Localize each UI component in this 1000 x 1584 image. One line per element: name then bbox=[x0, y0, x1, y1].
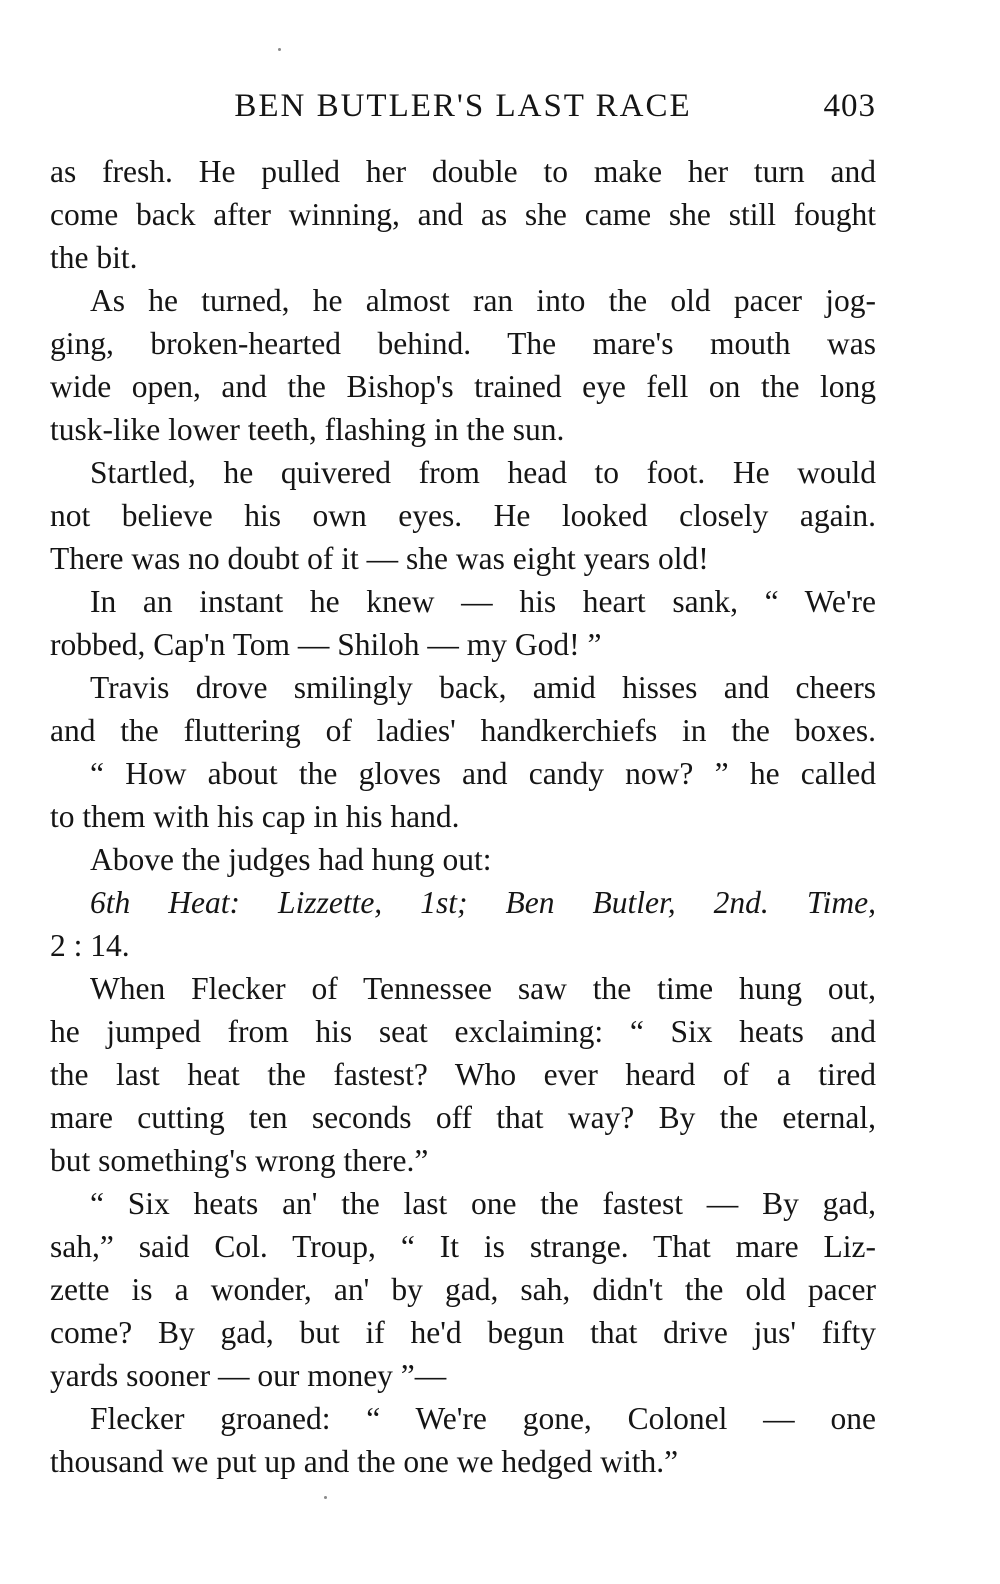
text-line: ging, broken-hearted behind. The mare's mouth was bbox=[50, 326, 876, 361]
text-line: robbed, Cap'n Tom — Shiloh — my God! ” bbox=[50, 627, 602, 662]
book-page bbox=[50, 0, 876, 1584]
text-line: When Flecker of Tennessee saw the time hung out, bbox=[90, 971, 876, 1006]
text-line: Above the judges had hung out: bbox=[90, 842, 492, 877]
scan-speck bbox=[278, 48, 281, 51]
text-line: In an instant he knew — his heart sank, “ We're bbox=[90, 584, 876, 619]
text-line: to them with his cap in his hand. bbox=[50, 799, 460, 834]
text-line: Flecker groaned: “ We're gone, Colonel — one bbox=[90, 1401, 876, 1436]
text-line: “ How about the gloves and candy now? ” he called bbox=[90, 756, 876, 791]
text-line: yards sooner — our money ”— bbox=[50, 1358, 447, 1393]
text-line: sah,” said Col. Troup, “ It is strange. That mare Liz- bbox=[50, 1229, 876, 1264]
page-header bbox=[50, 84, 876, 128]
text-line: mare cutting ten seconds off that way? By the eternal, bbox=[50, 1100, 876, 1135]
text-line: thousand we put up and the one we hedged with.” bbox=[50, 1444, 679, 1479]
text-line: tusk-like lower teeth, flashing in the sun. bbox=[50, 412, 565, 447]
running-head: BEN BUTLER'S LAST RACE bbox=[234, 88, 692, 124]
text-line: the bit. bbox=[50, 240, 138, 275]
text-line: but something's wrong there.” bbox=[50, 1143, 429, 1178]
text-line: Startled, he quivered from head to foot. He would bbox=[90, 455, 876, 490]
heat-time-line: 2 : 14. bbox=[50, 928, 130, 963]
text-line: and the fluttering of ladies' handkerchiefs in the boxes. bbox=[50, 713, 876, 748]
text-line: as fresh. He pulled her double to make her turn and bbox=[50, 154, 876, 189]
page-number: 403 bbox=[823, 88, 876, 124]
scan-speck bbox=[324, 1496, 327, 1499]
text-line: As he turned, he almost ran into the old pacer jog- bbox=[90, 283, 876, 318]
text-line: “ Six heats an' the last one the fastest — By gad, bbox=[90, 1186, 876, 1221]
text-line: wide open, and the Bishop's trained eye fell on the long bbox=[50, 369, 876, 404]
text-line: come? By gad, but if he'd begun that drive jus' fifty bbox=[50, 1315, 876, 1350]
body-text bbox=[50, 150, 876, 1483]
text-line: he jumped from his seat exclaiming: “ Six heats and bbox=[50, 1014, 876, 1049]
text-line: zette is a wonder, an' by gad, sah, didn't the old pacer bbox=[50, 1272, 876, 1307]
text-line: come back after winning, and as she came she still fought bbox=[50, 197, 876, 232]
text-line: the last heat the fastest? Who ever heard of a tired bbox=[50, 1057, 876, 1092]
text-line: not believe his own eyes. He looked closely again. bbox=[50, 498, 876, 533]
heat-result-line: 6th Heat: Lizzette, 1st; Ben Butler, 2nd. Time, bbox=[90, 885, 876, 920]
text-line: Travis drove smilingly back, amid hisses and cheers bbox=[90, 670, 876, 705]
text-line: There was no doubt of it — she was eight years old! bbox=[50, 541, 709, 576]
